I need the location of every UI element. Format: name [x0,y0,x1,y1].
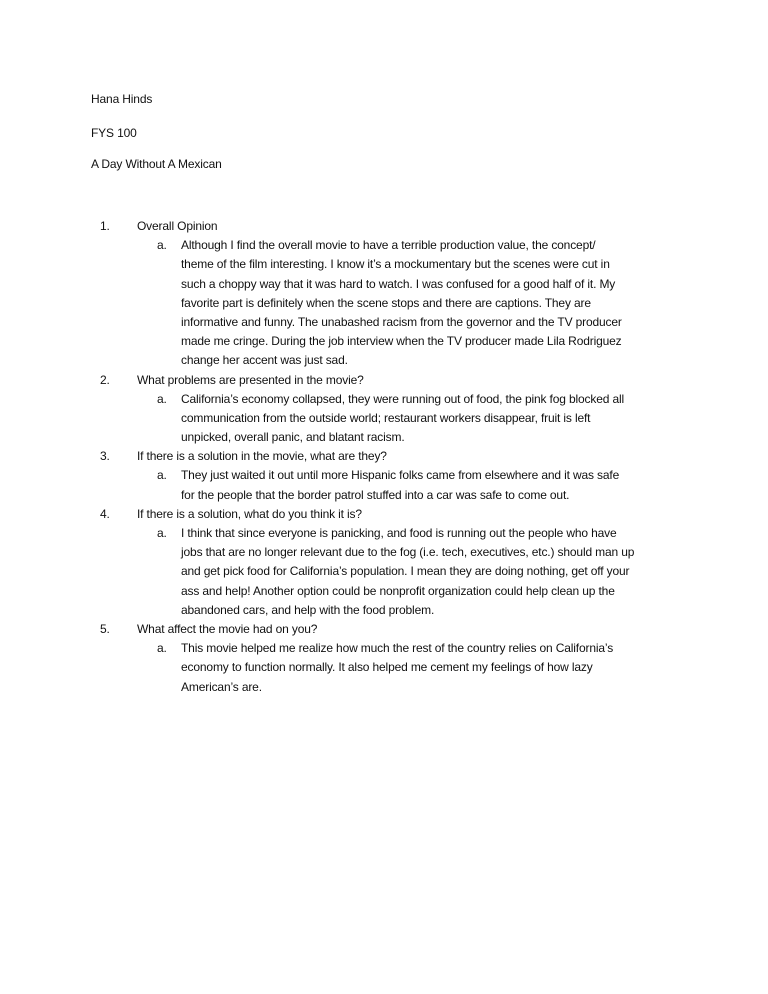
item-number: 2. [100,372,110,387]
author-name: Hana Hinds [91,92,153,106]
answer-line: unpicked, overall panic, and blatant racism. [181,430,405,445]
sub-marker: a. [157,238,167,253]
answer-line: made me cringe. During the job interview when the TV producer made Lila Rodriguez [181,334,622,349]
answer-line: theme of the film interesting. I know it’s a mockumentary but the scenes were cut in [181,257,610,272]
question-text: What problems are presented in the movie? [137,372,364,387]
answer-line: informative and funny. The unabashed racism from the governor and the TV producer [181,314,622,329]
answer-line: for the people that the border patrol stuffed into a car was safe to come out. [181,487,570,502]
answer-line: This movie helped me realize how much the rest of the country relies on California’s [181,641,614,656]
question-text: What affect the movie had on you? [137,621,318,636]
item-number: 1. [100,219,110,233]
answer-line: jobs that are no longer relevant due to the fog (i.e. tech, executives, etc.) should man up [181,545,635,560]
answer-line: ass and help! Another option could be nonprofit organization could help clean up the [181,583,615,598]
list-item [100,447,700,505]
question-list [100,217,700,697]
list-item [100,620,700,697]
answer-line: American’s are. [181,679,262,694]
list-item [100,217,700,371]
answer-line: abandoned cars, and help with the food problem. [181,602,435,617]
answer-line: and get pick food for California’s population. I mean they are doing nothing, get off your [181,564,630,579]
sub-marker: a. [157,526,167,540]
sub-marker: a. [157,391,167,406]
answer-line: I think that since everyone is panicking, and food is running out the people who have [181,526,617,540]
list-item [100,371,700,448]
answer-line: favorite part is definitely when the scene stops and there are captions. They are [181,295,591,310]
answer-line: Although I find the overall movie to have a terrible production value, the concept/ [181,238,596,253]
sub-marker: a. [157,641,167,656]
course-code: FYS 100 [91,126,137,140]
answer-line: California’s economy collapsed, they were running out of food, the pink fog blocked all [181,391,625,406]
question-text: If there is a solution in the movie, what are they? [137,449,387,464]
question-text: Overall Opinion [137,219,218,233]
answer-line: change her accent was just sad. [181,353,348,368]
item-number: 5. [100,621,110,636]
item-number: 3. [100,449,110,464]
list-item [100,505,700,620]
answer-line: communication from the outside world; restaurant workers disappear, fruit is left [181,410,591,425]
answer-line: They just waited it out until more Hispanic folks came from elsewhere and it was safe [181,468,620,483]
sub-marker: a. [157,468,167,483]
document-title: A Day Without A Mexican [91,157,222,171]
item-number: 4. [100,506,110,521]
answer-line: such a choppy way that it was hard to watch. I was confused for a good half of it. My [181,276,616,291]
question-text: If there is a solution, what do you think it is? [137,506,362,521]
answer-line: economy to function normally. It also helped me cement my feelings of how lazy [181,660,593,675]
